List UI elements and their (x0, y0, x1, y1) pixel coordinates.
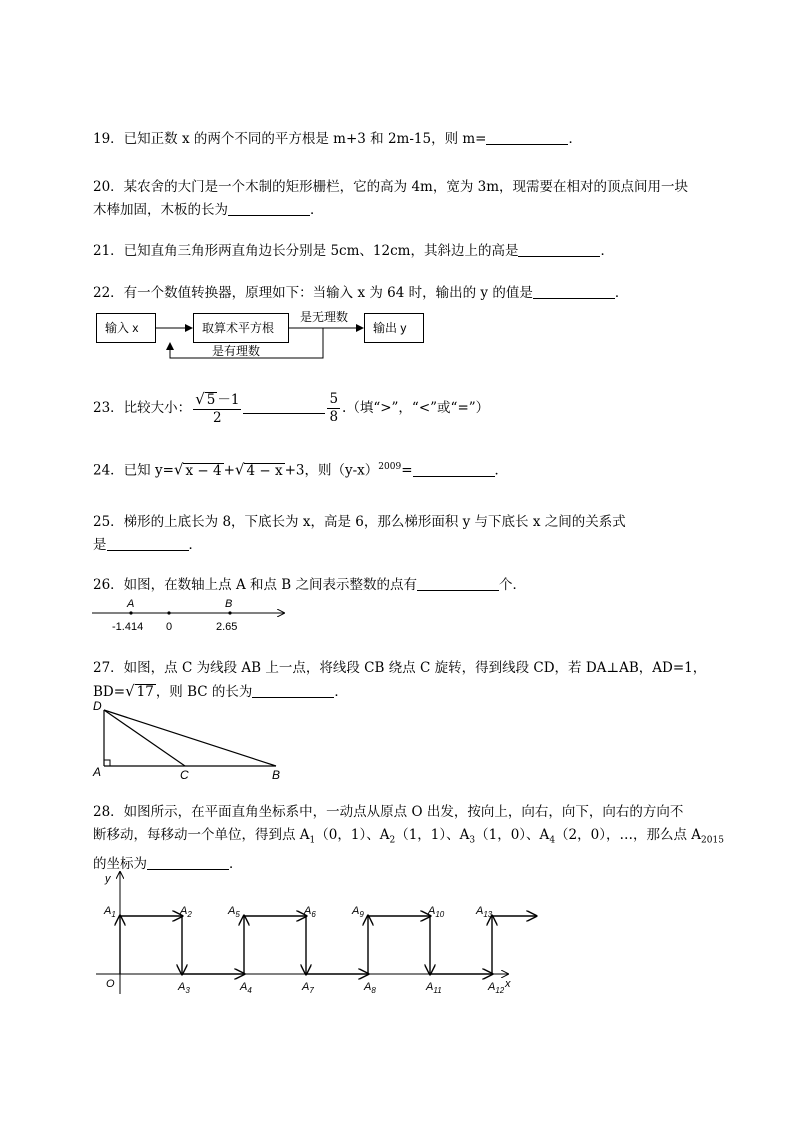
output-box: 输出 y (364, 313, 424, 343)
right-angle-mark (104, 760, 110, 766)
x-axis-label: x (505, 978, 511, 990)
radical-17: 17 (136, 684, 154, 700)
fraction-sqrt5-minus1-over-2: $\frac{√ 5 -1}{2}$ (195, 389, 240, 426)
radical-x-minus-4: x − 4 (185, 462, 222, 479)
question-28-line1: 28．如图所示，在平面直角坐标系中，一动点从原点 O 出发，按向上，向右，向下，向右的方向不 (93, 804, 684, 820)
question-20-line2: 木棒加固，木板的长为 (93, 202, 228, 218)
question-25-line1: 25．梯形的上底长为 8，下底长为 x，高是 6，那么梯形面积 y 与下底长 x 之间的关系式 (93, 514, 626, 530)
triangle-figure (90, 698, 290, 782)
question-20-line1: 20．某农舍的大门是一个木制的矩形栅栏，它的高为 4m，宽为 3m，现需要在相对的顶点间用一块 (93, 179, 689, 195)
answer-blank-25[interactable] (107, 534, 189, 551)
movement-path (120, 916, 536, 974)
y-axis-label: y (105, 873, 111, 885)
question-22: 22．有一个数值转换器，原理如下：当输入 x 为 64 时，输出的 y 的值是 ． (93, 282, 705, 305)
point-label-a11: $A_{11}$ (426, 981, 442, 995)
tick-label-a: -1.414 (112, 621, 144, 633)
point-label-a12: $A_{12}$ (488, 981, 505, 995)
converter-arrows (0, 0, 794, 380)
point-label-a3: $A_3$ (178, 981, 190, 995)
label-B: B (272, 768, 281, 782)
label-A: A (93, 765, 102, 779)
question-25: 25．梯形的上底长为 8，下底长为 x，高是 6，那么梯形面积 y 与下底长 x 之间的关系式 是 ． (93, 511, 705, 557)
point-label-a6: $A_6$ (304, 905, 316, 919)
question-24: 24．已知 y=√ x − 4 +√ 4 − x +3，则$(y-x)^{2009}=$ ． (93, 460, 508, 479)
radical-4-minus-x: 4 − x (246, 462, 283, 479)
answer-blank-23[interactable] (243, 397, 325, 414)
point-label-a9: $A_9$ (352, 905, 364, 919)
label-rational: 是有理数 (212, 344, 261, 358)
point-A-dot (129, 611, 132, 614)
question-23: 23．比较大小： $\frac{√ 5 -1}{2}$ $\frac{5}{8}$ .（填“>”，“<”或“=”） (93, 389, 490, 426)
answer-blank-24[interactable] (413, 460, 495, 477)
point-label-a5: $A_5$ (228, 905, 240, 919)
question-23-prefix: 23．比较大小： (93, 400, 192, 416)
answer-blank-26[interactable] (417, 574, 499, 591)
fraction-5-over-8: $\frac{5}{8}$ (329, 391, 339, 425)
point-label-a1: $A_1$ (104, 905, 116, 919)
point-labels (103, 905, 505, 995)
sqrt-operation-box: 取算术平方根 (193, 313, 289, 343)
question-26-text: 26．如图，在数轴上点 A 和点 B 之间表示整数的点有 (93, 577, 418, 593)
number-line-figure (88, 594, 298, 636)
question-28: 28．如图所示，在平面直角坐标系中，一动点从原点 O 出发，按向上，向右，向下，向右的方向不 断移动，每移动一个单位，得到点 $A_1(0$，1）、$A_2(1$，1）、$A_3(1$，0）、$A_4(2$，0），…，那么点 $A_{2015}$ 的坐标为 ． (93, 801, 705, 876)
question-20: 20．某农舍的大门是一个木制的矩形栅栏，它的高为 4m，宽为 3m，现需要在相对的顶点间用一块 木棒加固，木板的长为 ． (93, 176, 705, 222)
question-21-text: 21．已知直角三角形两直角边长分别是 5cm、12cm，其斜边上的高是 (93, 243, 519, 259)
segment-DB (104, 710, 276, 766)
label-A: A (127, 598, 135, 610)
input-box: 输入 x (96, 313, 156, 343)
tick-label-b: 2.65 (216, 621, 238, 633)
label-C: C (180, 768, 189, 782)
answer-blank-27[interactable] (252, 681, 334, 698)
point-B-dot (228, 611, 231, 614)
question-19-text: 19．已知正数 x 的两个不同的平方根是 m+3 和 2m-15，则 m= (93, 131, 487, 147)
label-irrational: 是无理数 (300, 310, 349, 324)
point-label-a4: $A_4$ (240, 981, 252, 995)
tick-label-zero: 0 (166, 621, 173, 633)
question-27-line1: 27．如图，点 C 为线段 AB 上一点，将线段 CB 绕点 C 旋转，得到线段 CD，若 DA⊥AB，AD=1， (93, 660, 707, 676)
point-label-a13: $A_{13}$ (476, 905, 493, 919)
question-19: 19．已知正数 x 的两个不同的平方根是 m+3 和 2m-15，则 m= ． (93, 128, 705, 151)
coordinate-path-figure (88, 866, 548, 1000)
label-B: B (225, 598, 233, 610)
point-label-a2: $A_2$ (180, 905, 192, 919)
question-21: 21．已知直角三角形两直角边长分别是 5cm、12cm，其斜边上的高是 ． (93, 240, 705, 263)
label-D: D (93, 699, 102, 713)
question-27: 27．如图，点 C 为线段 AB 上一点，将线段 CB 绕点 C 旋转，得到线段 CD，若 DA⊥AB，AD=1， BD=√ 17 ，则 BC 的长为 ． (93, 657, 705, 704)
question-26: 26．如图，在数轴上点 A 和点 B 之间表示整数的点有 个． (93, 574, 705, 597)
segment-DC (104, 710, 185, 766)
point-label-a7: $A_7$ (302, 981, 314, 995)
point-zero-dot (167, 611, 170, 614)
question-28-line2: 断移动，每移动一个单位，得到点 $A_1(0$，1）、$A_2(1$，1）、$A_3(1$，0）、$A_4(2$，0），…，那么点 $A_{2015}$ (93, 827, 724, 846)
origin-label: O (106, 978, 115, 990)
question-22-text: 22．有一个数值转换器，原理如下：当输入 x 为 64 时，输出的 y 的值是 (93, 285, 533, 301)
point-label-a8: $A_8$ (364, 981, 376, 995)
point-label-a10: $A_{10}$ (428, 905, 445, 919)
